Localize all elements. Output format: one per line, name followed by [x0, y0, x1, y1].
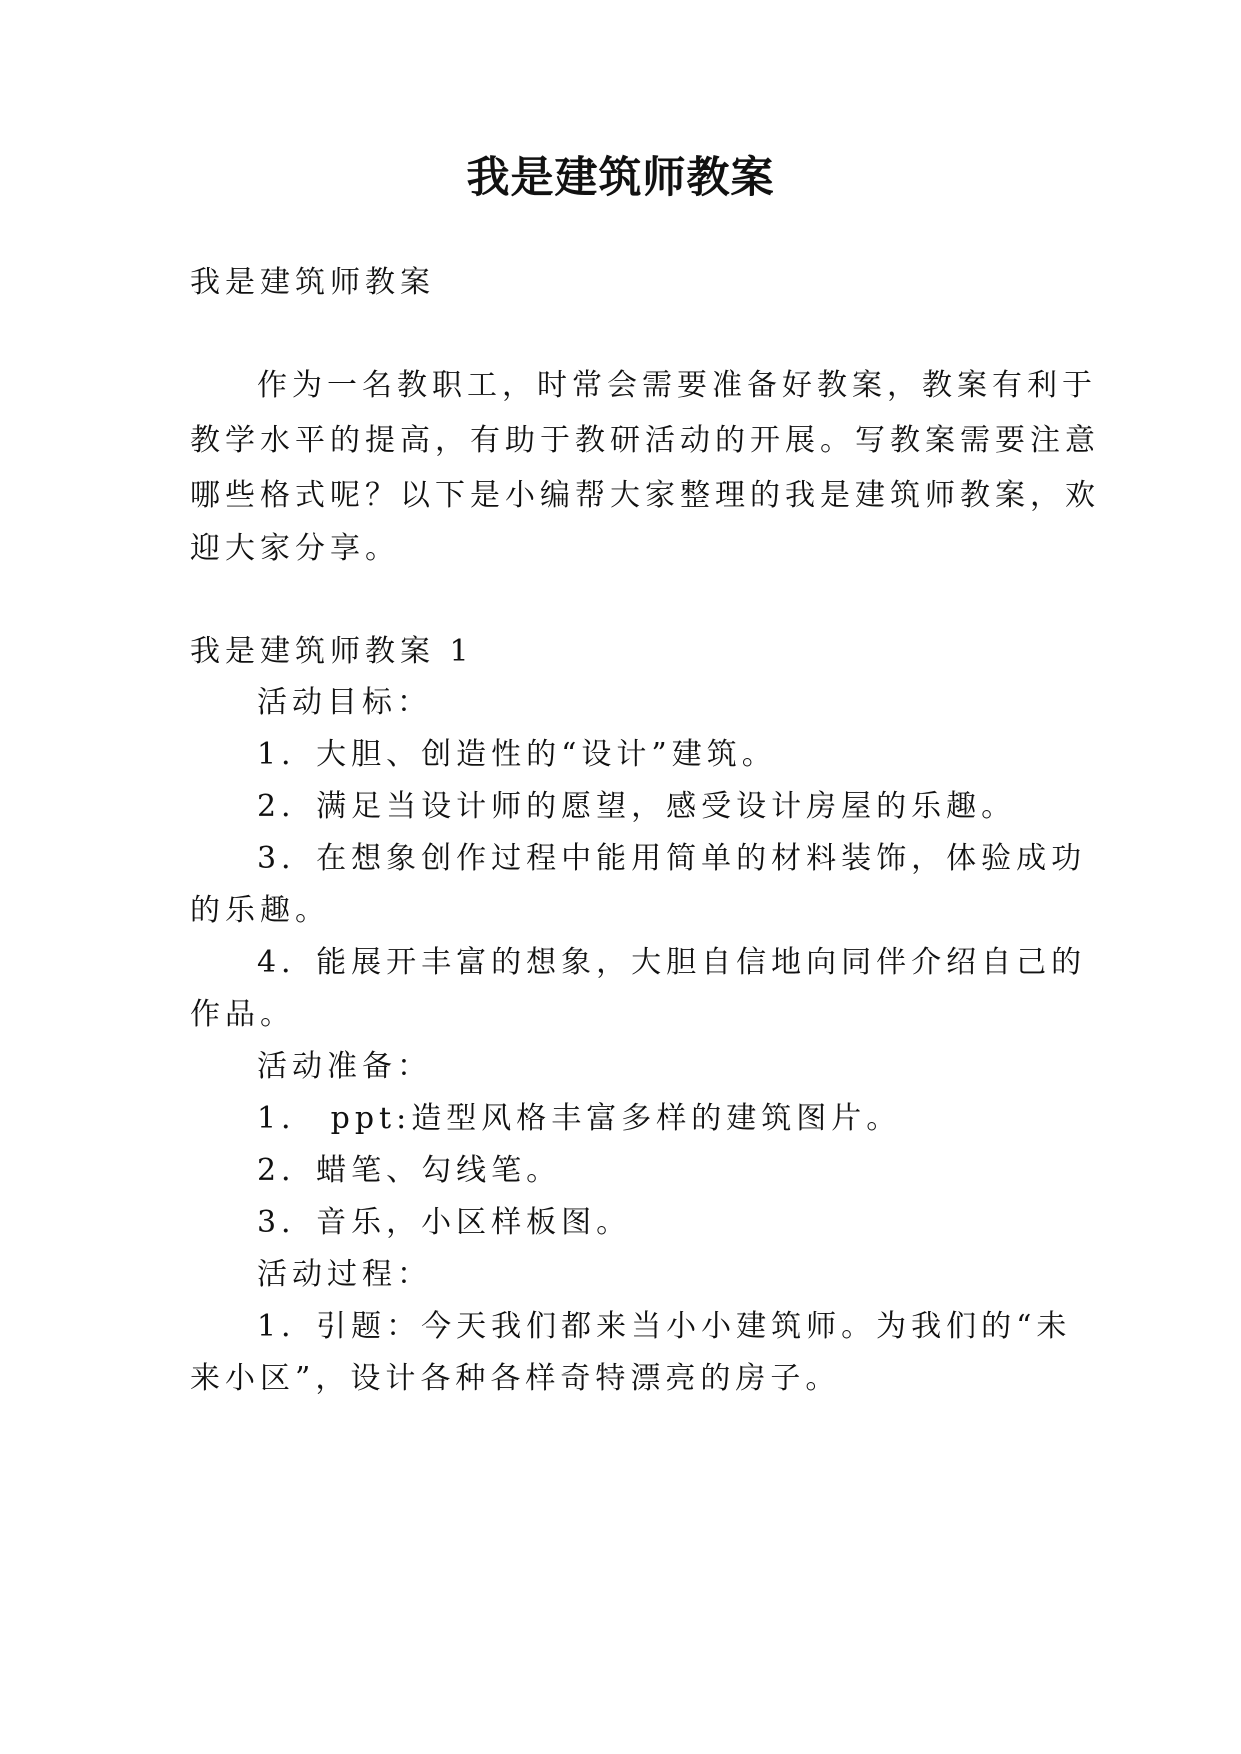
process-item: 1．引题：今天我们都来当小小建筑师。为我们的“未	[257, 1309, 1072, 1344]
intro-line: 哪些格式呢？以下是小编帮大家整理的我是建筑师教案，欢	[190, 478, 1100, 513]
prep-item: 2．蜡笔、勾线笔。	[257, 1153, 562, 1188]
process-item-continued: 来小区”，设计各种各样奇特漂亮的房子。	[190, 1361, 841, 1396]
goal-item: 4．能展开丰富的想象，大胆自信地向同伴介绍自己的	[257, 945, 1087, 980]
goal-item-continued: 的乐趣。	[190, 893, 330, 928]
goal-item: 1．大胆、创造性的“设计”建筑。	[257, 737, 777, 772]
goal-item: 2．满足当设计师的愿望，感受设计房屋的乐趣。	[257, 789, 1017, 824]
goal-item-continued: 作品。	[190, 997, 295, 1032]
prep-item: 3．音乐，小区样板图。	[257, 1205, 632, 1240]
process-heading: 活动过程：	[257, 1257, 432, 1292]
goals-heading: 活动目标：	[257, 685, 432, 720]
intro-line: 教学水平的提高，有助于教研活动的开展。写教案需要注意	[190, 423, 1100, 458]
prep-item: 1． ppt:造型风格丰富多样的建筑图片。	[257, 1101, 902, 1136]
document-subtitle: 我是建筑师教案	[190, 265, 435, 300]
goal-item: 3．在想象创作过程中能用简单的材料装饰，体验成功	[257, 841, 1087, 876]
section-heading: 我是建筑师教案 1	[190, 634, 474, 669]
intro-line: 作为一名教职工，时常会需要准备好教案，教案有利于	[257, 368, 1097, 403]
prep-heading: 活动准备：	[257, 1049, 432, 1084]
intro-line: 迎大家分享。	[190, 531, 400, 566]
document-title: 我是建筑师教案	[466, 153, 775, 203]
